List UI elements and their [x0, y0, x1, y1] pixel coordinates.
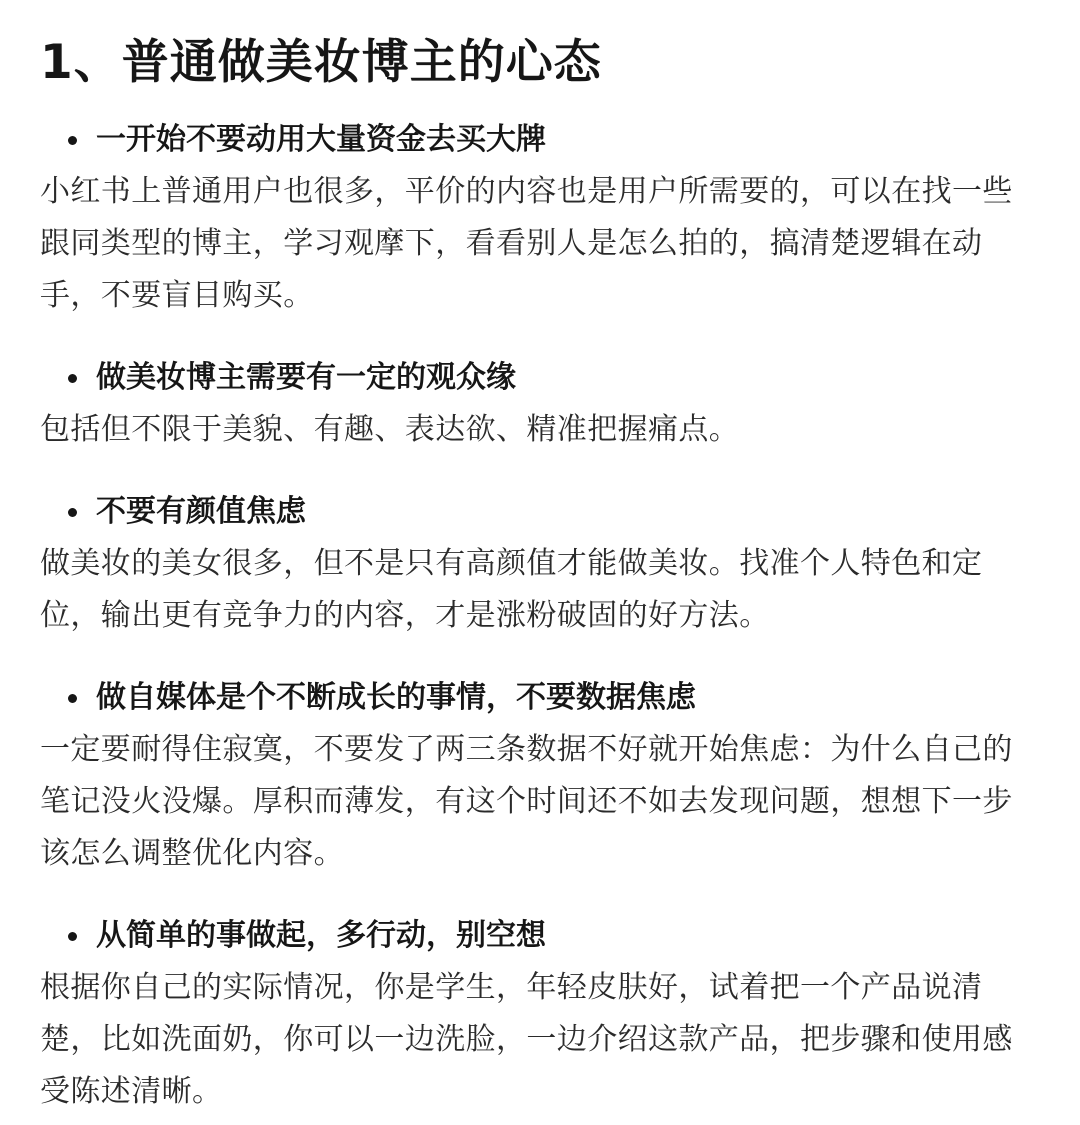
page-title: 1、普通做美妆博主的心态	[40, 35, 602, 90]
tip-body: 包括但不限于美貌、有趣、表达欲、精准把握痛点。	[40, 412, 740, 447]
tip-heading: 不要有颜值焦虑	[96, 494, 306, 529]
bullet-icon	[68, 374, 77, 383]
tip-heading-row	[68, 486, 1042, 538]
tip-body: 一定要耐得住寂寞，不要发了两三条数据不好就开始焦虑：为什么自己的笔记没火没爆。厚积而薄发，有这个时间还不如去发现问题，想想下一步该怎么调整优化内容。	[40, 732, 1013, 871]
bullet-icon	[68, 694, 77, 703]
tip-body: 小红书上普通用户也很多，平价的内容也是用户所需要的，可以在找一些跟同类型的博主，学习观摩下，看看别人是怎么拍的，搞清楚逻辑在动手，不要盲目购买。	[40, 174, 1013, 313]
tip-heading: 一开始不要动用大量资金去买大牌	[96, 122, 546, 157]
tip-heading: 做自媒体是个不断成长的事情，不要数据焦虑	[96, 680, 696, 715]
tip-heading-row	[68, 352, 1042, 404]
bullet-icon	[68, 932, 77, 941]
bullet-icon	[68, 136, 77, 145]
tip-section	[40, 114, 1042, 322]
bullet-icon	[68, 508, 77, 517]
tip-section	[40, 672, 1042, 880]
tip-body: 根据你自己的实际情况，你是学生，年轻皮肤好，试着把一个产品说清楚，比如洗面奶，你可以一边洗脸，一边介绍这款产品，把步骤和使用感受陈述清晰。	[40, 970, 1013, 1109]
tip-heading-row	[68, 910, 1042, 962]
tip-heading: 从简单的事做起，多行动，别空想	[96, 918, 546, 953]
tip-section	[40, 486, 1042, 642]
tip-heading-row	[68, 672, 1042, 724]
tip-heading: 做美妆博主需要有一定的观众缘	[96, 360, 516, 395]
tip-body: 做美妆的美女很多，但不是只有高颜值才能做美妆。找准个人特色和定位，输出更有竞争力的内容，才是涨粉破固的好方法。	[40, 546, 983, 633]
tip-section	[40, 910, 1042, 1118]
tip-section	[40, 352, 1042, 456]
tip-heading-row	[68, 114, 1042, 166]
